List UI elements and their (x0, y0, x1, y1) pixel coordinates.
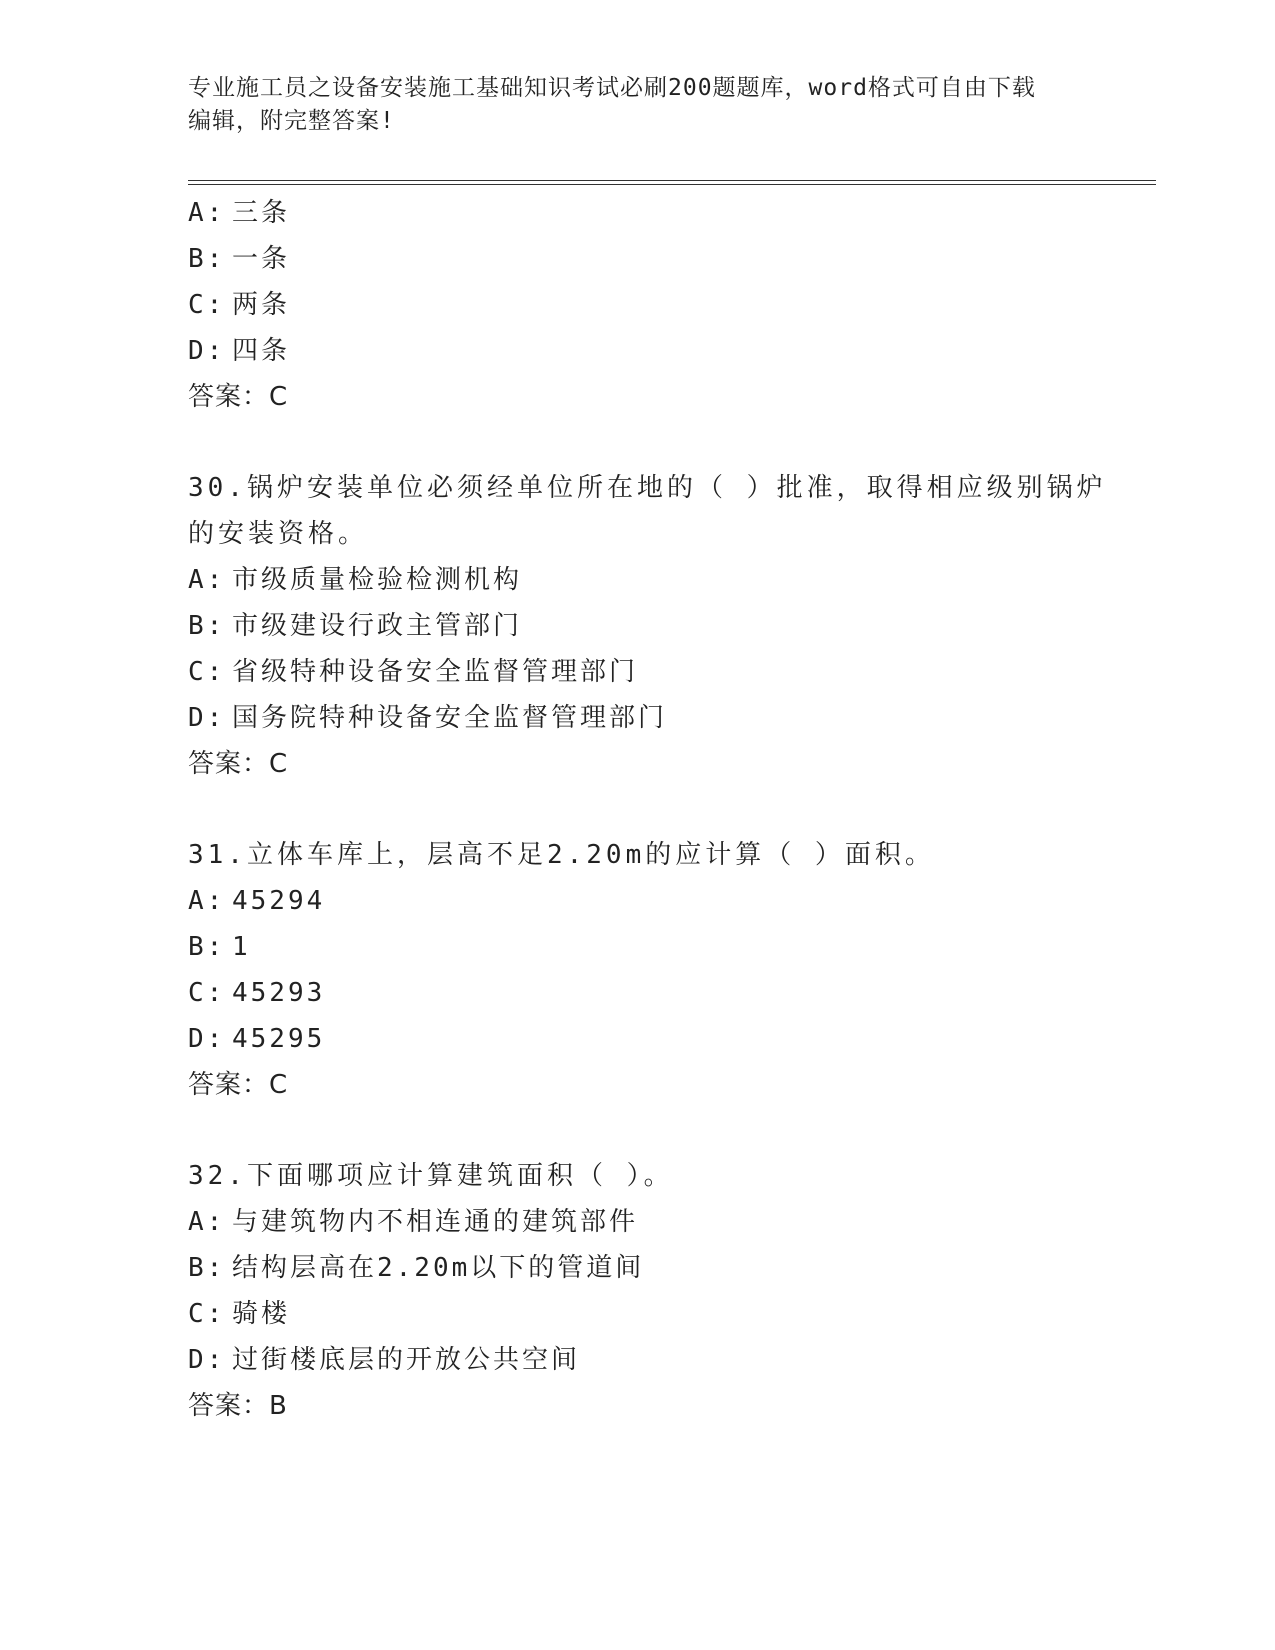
question-text-line-2: 的安装资格。 (188, 519, 369, 549)
option-b (188, 924, 1088, 970)
option-text: 45293 (232, 978, 326, 1008)
option-a (188, 190, 1088, 236)
option-text: 两条 (232, 290, 291, 320)
option-label: C: (188, 1299, 226, 1329)
answer: 答案：B (188, 1391, 288, 1421)
spacer (188, 787, 1088, 832)
option-label: B: (188, 611, 226, 641)
option-c (188, 282, 1088, 328)
option-label: D: (188, 336, 226, 366)
option-label: D: (188, 1024, 226, 1054)
option-text: 与建筑物内不相连通的建筑部件 (232, 1207, 639, 1237)
option-label: B: (188, 932, 226, 962)
option-label: A: (188, 1207, 226, 1237)
option-label: C: (188, 657, 226, 687)
answer: 答案：C (188, 1070, 289, 1100)
option-a (188, 878, 1088, 924)
option-text: 省级特种设备安全监督管理部门 (232, 657, 639, 687)
option-text: 国务院特种设备安全监督管理部门 (232, 703, 668, 733)
spacer (188, 1108, 1088, 1153)
header-divider-bottom (188, 184, 1156, 185)
question-30 (188, 465, 1107, 787)
question-text-line-1: 32.下面哪项应计算建筑面积（ ）。 (188, 1161, 674, 1191)
option-text: 1 (232, 932, 251, 962)
option-d (188, 1337, 1088, 1383)
spacer (188, 420, 1088, 465)
option-text: 四条 (232, 336, 291, 366)
option-label: D: (188, 703, 226, 733)
question-31 (188, 832, 1088, 1108)
question-text-line-1: 31.立体车库上，层高不足2.20m的应计算（ ）面积。 (188, 840, 935, 870)
option-text: 过街楼底层的开放公共空间 (232, 1345, 581, 1375)
header-line-1: 专业施工员之设备安装施工基础知识考试必刷200题题库，word格式可自由下载 (188, 75, 1036, 101)
document-header (188, 72, 1068, 138)
option-c (188, 1291, 1088, 1337)
option-text: 市级建设行政主管部门 (232, 611, 523, 641)
option-d (188, 695, 1088, 741)
option-text: 结构层高在2.20m以下的管道间 (232, 1253, 645, 1283)
option-text: 骑楼 (232, 1299, 291, 1329)
option-label: B: (188, 244, 226, 274)
option-c (188, 649, 1088, 695)
option-a (188, 1199, 1088, 1245)
option-label: D: (188, 1345, 226, 1375)
option-a (188, 557, 1088, 603)
option-label: A: (188, 565, 226, 595)
option-label: B: (188, 1253, 226, 1283)
question-32 (188, 1153, 1088, 1429)
header-line-2: 编辑，附完整答案! (188, 108, 395, 134)
answer: 答案：C (188, 382, 289, 412)
option-label: C: (188, 978, 226, 1008)
option-text: 45295 (232, 1024, 326, 1054)
option-label: C: (188, 290, 226, 320)
option-d (188, 328, 1088, 374)
question-29 (188, 190, 1088, 420)
answer: 答案：C (188, 749, 289, 779)
option-text: 市级质量检验检测机构 (232, 565, 523, 595)
option-b (188, 1245, 1088, 1291)
option-label: A: (188, 886, 226, 916)
option-text: 三条 (232, 198, 291, 228)
header-divider-top (188, 180, 1156, 181)
option-c (188, 970, 1088, 1016)
option-label: A: (188, 198, 226, 228)
option-text: 一条 (232, 244, 291, 274)
option-text: 45294 (232, 886, 326, 916)
option-d (188, 1016, 1088, 1062)
option-b (188, 236, 1088, 282)
option-b (188, 603, 1088, 649)
question-list (188, 190, 1107, 1429)
question-text-line-1: 30.锅炉安装单位必须经单位所在地的（ ）批准，取得相应级别锅炉 (188, 473, 1107, 503)
